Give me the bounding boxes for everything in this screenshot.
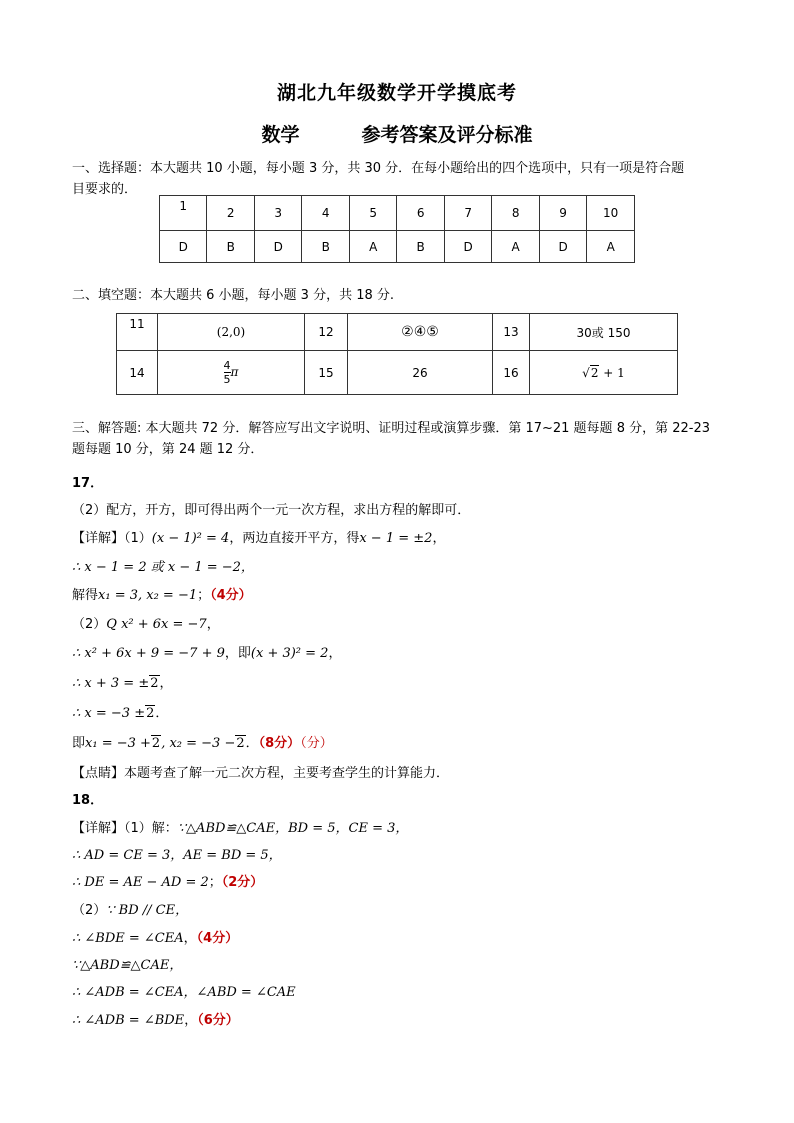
section1-heading: 一、选择题：本大题共 10 小题，每小题 3 分，共 30 分．在每小题给出的四个选项中，只有一项是符合题 目要求的．	[72, 161, 685, 197]
score-mark: （8分）	[258, 736, 301, 751]
question-number-cell: 13	[493, 314, 530, 351]
question-number-cell: 11	[117, 314, 158, 351]
score-mark: （2分）	[221, 875, 264, 890]
question-number-cell: 12	[305, 314, 348, 351]
answer-cell: D	[160, 231, 207, 263]
page-title: 湖北九年级数学开学摸底考	[276, 82, 517, 104]
q17-line: 解得x₁ = 3, x₂ = −1；（4分）	[72, 588, 252, 603]
answer-cell: $\frac{4}{5}$ π	[158, 351, 305, 395]
answer-cell: A	[492, 231, 539, 263]
q17-line: ∴ x = −3 ±2．	[72, 706, 169, 721]
answer-cell: B	[302, 231, 349, 263]
fraction: $\frac{4}{5}$	[223, 359, 231, 386]
q17-line: ∴ x − 1 = 2 或 x − 1 = −2，	[72, 560, 254, 575]
answer-cell: B	[207, 231, 254, 263]
subtitle-answer-key: 参考答案及评分标准	[361, 124, 533, 146]
answer-cell: √2 + 1	[530, 351, 678, 395]
answer-cell: 30或 150	[530, 314, 678, 351]
score-mark: （6分）	[197, 1013, 239, 1028]
choice-answer-table	[159, 195, 635, 263]
q18-line: ∴ DE = AE − AD = 2；（2分）	[72, 875, 264, 890]
table-row	[160, 231, 635, 263]
q17-line: 【详解】（1）(x − 1)² = 4，两边直接开平方，得x − 1 = ±2，	[72, 531, 446, 546]
q18-line: ∵△ABD≌△CAE，	[72, 958, 183, 973]
question-number-cell: 4	[302, 196, 349, 231]
question-number-cell: 14	[117, 351, 158, 395]
q17-comment: 【点睛】本题考查了解一元二次方程，主要考查学生的计算能力．	[72, 766, 450, 781]
q18-line: ∴ ∠ADB = ∠BDE，（6分）	[72, 1013, 239, 1028]
question-number-cell: 1	[160, 196, 207, 231]
answer-cell: A	[587, 231, 635, 263]
table-row	[117, 314, 678, 351]
q18-line: 【详解】（1）解：∵△ABD≌△CAE，BD = 5，CE = 3，	[72, 821, 409, 836]
question-number-cell: 5	[349, 196, 396, 231]
answer-cell: 26	[348, 351, 493, 395]
q18-line: ∴ ∠ADB = ∠CEA，∠ABD = ∠CAE	[72, 985, 296, 1000]
answer-cell: D	[254, 231, 301, 263]
answer-cell: ②④⑤	[348, 314, 493, 351]
answer-cell: D	[539, 231, 586, 263]
question-number-cell: 7	[444, 196, 491, 231]
subtitle-subject: 数学	[261, 124, 300, 146]
score-mark: （4分）	[210, 588, 252, 603]
section2-heading: 二、填空题：本大题共 6 小题，每小题 3 分，共 18 分.	[72, 288, 395, 303]
page-subtitle	[0, 120, 794, 147]
question-number-cell: 2	[207, 196, 254, 231]
question-number-cell: 10	[587, 196, 635, 231]
table-row	[160, 196, 635, 231]
q17-line: 即x₁ = −3 +2, x₂ = −3 −2．（8分）（分）	[72, 736, 333, 751]
answer-cell: D	[444, 231, 491, 263]
q17-line: ∴ x² + 6x + 9 = −7 + 9，即(x + 3)² = 2，	[72, 646, 342, 661]
fill-blank-answer-table	[116, 313, 678, 395]
question-number-cell: 9	[539, 196, 586, 231]
question-number-cell: 16	[493, 351, 530, 395]
q17-line: ∴ x + 3 = ±2，	[72, 676, 173, 691]
section3-heading: 三、解答题: 本大题共 72 分．解答应写出文字说明、证明过程或演算步骤．第 17~21 题每题 8 分，第 22-23 题每题 10 分，第 24 题 12 分．	[72, 421, 711, 457]
q18-line: ∴ AD = CE = 3，AE = BD = 5，	[72, 848, 282, 863]
answer-cell: (2,0)	[158, 314, 305, 351]
question-number-cell: 8	[492, 196, 539, 231]
question-number-cell: 15	[305, 351, 348, 395]
question-number-cell: 3	[254, 196, 301, 231]
question-18-number: 18．	[72, 793, 104, 808]
table-row	[117, 351, 678, 395]
answer-cell: B	[397, 231, 444, 263]
answer-cell: A	[349, 231, 396, 263]
question-17-number: 17．	[72, 476, 104, 491]
q18-line: （2）∵ BD // CE，	[72, 903, 189, 918]
q17-hint: （2）配方，开方，即可得出两个一元一次方程，求出方程的解即可．	[72, 503, 471, 518]
score-mark: （4分）	[196, 931, 239, 946]
q18-line: ∴ ∠BDE = ∠CEA，（4分）	[72, 931, 239, 946]
question-number-cell: 6	[397, 196, 444, 231]
q17-line: （2）Q x² + 6x = −7，	[72, 617, 220, 632]
